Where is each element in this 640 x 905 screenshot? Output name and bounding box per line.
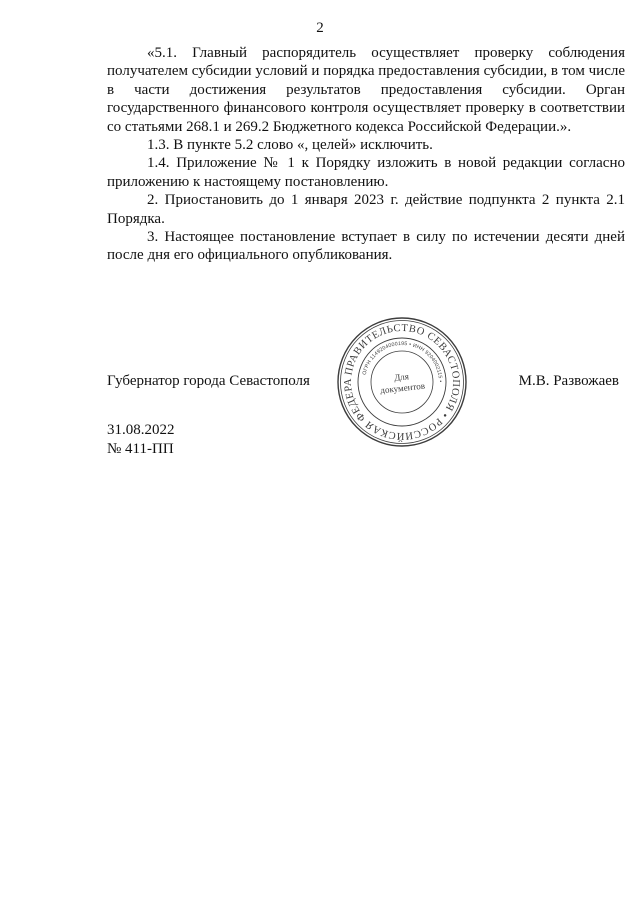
seal-center-line2: документов xyxy=(379,380,426,396)
document-date: 31.08.2022 xyxy=(107,422,175,438)
signatory-title: Губернатор города Севастополя xyxy=(107,373,310,389)
seal-outer-text: ПРАВИТЕЛЬСТВО СЕВАСТОПОЛЯ • РОССИЙСКАЯ ФЕДЕРА xyxy=(342,322,462,442)
paragraph-3: 3. Настоящее постановление вступает в силу по истечении десяти дней после дня его официального опубликования. xyxy=(107,229,625,264)
document-body xyxy=(107,44,625,265)
page-number: 2 xyxy=(316,20,324,36)
paragraph-1-4: 1.4. Приложение № 1 к Порядку изложить в новой редакции согласно приложению к настоящему постановлению. xyxy=(107,155,625,190)
paragraph-2: 2. Приостановить до 1 января 2023 г. действие подпункта 2 пункта 2.1 Порядка. xyxy=(107,192,625,227)
seal-center-line1: Для xyxy=(393,371,410,383)
document-number: № 411-ПП xyxy=(107,441,174,457)
signatory-name: М.В. Развожаев xyxy=(518,373,619,389)
seal-inner-text: ОГРН 1149204000195 • ИНН 9204002115 • xyxy=(361,340,444,383)
paragraph-1-3: 1.3. В пункте 5.2 слово «, целей» исключить. xyxy=(147,137,433,154)
official-seal-stamp xyxy=(334,314,470,450)
paragraph-5-1: «5.1. Главный распорядитель осуществляет проверку соблюдения получателем субсидии условий и порядка предоставления субсидии, в том числе в части достижения результатов предоставления субсидии. Орган государственного финансового контроля осуществляет проверку в соответствии со статьями 268.1 и 269.2 Бюджетного кодекса Российской Федерации.». xyxy=(107,45,625,135)
document-meta xyxy=(107,421,175,459)
seal-rings xyxy=(338,318,466,446)
seal-graphic xyxy=(334,314,470,450)
